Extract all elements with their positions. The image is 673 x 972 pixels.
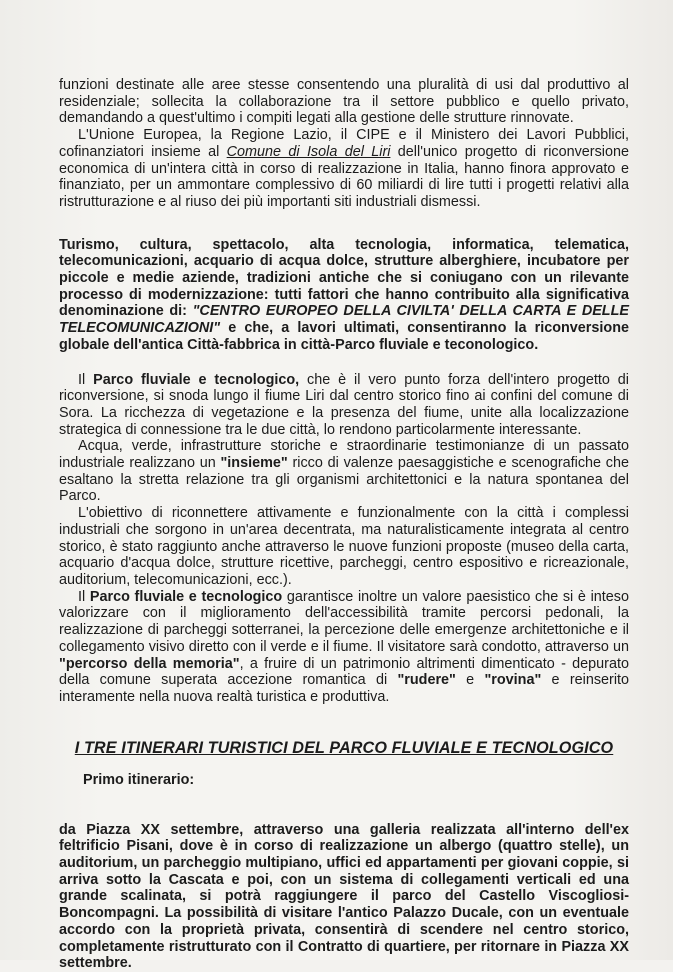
comune-link: Comune di Isola del Liri xyxy=(226,143,391,160)
paragraph-intro: funzioni destinate alle aree stesse consentendo una pluralità di usi dal produttivo al residenziale; sollecita la collaborazione tra il settore pubblico e quello privato, demandando a quest'ultimo i compiti legati alla gestione delle strutture rinnovate. xyxy=(59,77,629,127)
paragraph-parco-text-a: Il xyxy=(78,371,94,388)
paragraph-obiettivo: L'obiettivo di riconnettere attivamente e funzionalmente con la città i complessi industriali che sorgono in un'area decentrata, ma naturalisticamente integrata al centro storico, è stato raggiunto anche attraverso le nuove funzioni proposte (museo della carta, acquario d'acqua dolce, strutture ricettive, parcheggi, centro espositivo e ricreazionale, auditorium, telecomunicazioni, ecc.). xyxy=(59,505,629,588)
paragraph-tourism xyxy=(59,237,629,354)
paragraph-valore-text-e: e reinserito interamente nella nuova realtà turistica e produttiva. xyxy=(59,672,630,705)
paragraph-funding-text-a: L'Unione Europea, la Regione Lazio, il CIPE e il Ministero dei Lavori Pubblici, cofinanziatori insieme al xyxy=(59,127,629,160)
paragraph-acqua-text-b: ricco di valenze paesaggistiche e scenografiche che esaltano la stretta relazione tra gli organismi architettonici e la natura spontanea del Parco. xyxy=(59,455,629,505)
paragraph-valore-text-b: garantisce inoltre un valore paesistico che si è inteso valorizzare con il miglioramento dell'accessibilità tramite percorsi pedonali, la realizzazione di parcheggi sotterranei, la percezione delle emergenze architettoniche e il collegamento visivo diretto con il verde e il fiume. Il visitatore sarà condotto, attraverso un xyxy=(59,588,629,655)
paragraph-tourism-italic: "CENTRO EUROPEO DELLA CIVILTA' DELLA CARTA E DELLE TELECOMUNICAZIONI" xyxy=(59,303,629,337)
paragraph-parco-text-b: che è il vero punto forza dell'intero progetto di riconversione, si snoda lungo il fiume Liri dal centro storico fino ai confini del comune di Sora. La ricchezza di vegetazione e la presenza del fiume, unite alla localizzazione strategica di connessione tra le due città, lo rendono particolarmente interessante. xyxy=(59,371,630,438)
paragraph-acqua xyxy=(59,438,629,505)
paragraph-valore-text-a: Il xyxy=(78,588,90,605)
paragraph-valore-bold-3: "rudere" xyxy=(397,672,456,689)
paragraph-acqua-bold: "insieme" xyxy=(220,455,288,472)
itinerary-subheading: Primo itinerario: xyxy=(83,771,195,788)
paragraph-funding-text-b: dell'unico progetto di riconversione economica di un'intera città in corso di realizzazione in Italia, hanno finora approvato e finanziato, per un ammontare complessivo di 60 miliardi di lire tutti i progetti relativi alla ristrutturazione e al riuso dei più importanti siti industriali dismessi. xyxy=(59,143,629,210)
itinerary-paragraph: da Piazza XX settembre, attraverso una galleria realizzata all'interno dell'ex feltrificio Pisani, dove è in corso di realizzazione un albergo (quattro stelle), un auditorium, un parcheggio multipiano, uffici ed appartamenti per giovani coppie, si arriva sotto la Cascata e poi, con un sistema di collegamenti verticali ed una grande scalinata, si potrà raggiungere il parco del Castello Viscogliosi-Boncompagni. La possibilità di visitare l'antico Palazzo Ducale, con un eventuale accordo con la proprietà privata, consentirà di scendere nel centro storico, completamente ristrutturato con il Contratto di quartiere, per ritornare in Piazza XX settembre. xyxy=(59,821,629,972)
paragraph-tourism-text-a: Turismo, cultura, spettacolo, alta tecnologia, informatica, telematica, telecomunicazioni, acquario di acqua dolce, strutture alberghiere, incubatore per piccole e medie aziende, tradizioni antiche che si coniugano con un rilevante processo di modernizzazione: tutti fattori che hanno contribuito alla significativa denominazione di: xyxy=(59,236,629,320)
paragraph-valore-text-d: e xyxy=(455,672,485,689)
paragraph-acqua-text-a: Acqua, verde, infrastrutture storiche e straordinarie testimonianze di un passato industriale realizzano un xyxy=(59,438,629,472)
paragraph-parco-bold: Parco fluviale e tecnologico, xyxy=(93,371,300,388)
paragraph-valore-bold-1: Parco fluviale e tecnologico xyxy=(89,588,283,605)
section-heading: I TRE ITINERARI TURISTICI DEL PARCO FLUVIALE E TECNOLOGICO xyxy=(74,738,614,757)
paragraph-valore-bold-4: "rovina" xyxy=(484,672,542,689)
paragraph-parco xyxy=(59,372,629,439)
paragraph-valore xyxy=(59,589,629,706)
paragraph-valore-text-c: , a fruire di un patrimonio altrimenti dimenticato - depurato della comune superata accezione romantica di xyxy=(59,655,629,689)
paragraph-tourism-text-b: e che, a lavori ultimati, consentiranno la riconversione globale dell'antica Città-fabbrica in città-Parco fluviale e teconologico. xyxy=(59,320,629,353)
paragraph-funding xyxy=(59,127,629,211)
paragraph-valore-bold-2: "percorso della memoria" xyxy=(59,655,240,672)
